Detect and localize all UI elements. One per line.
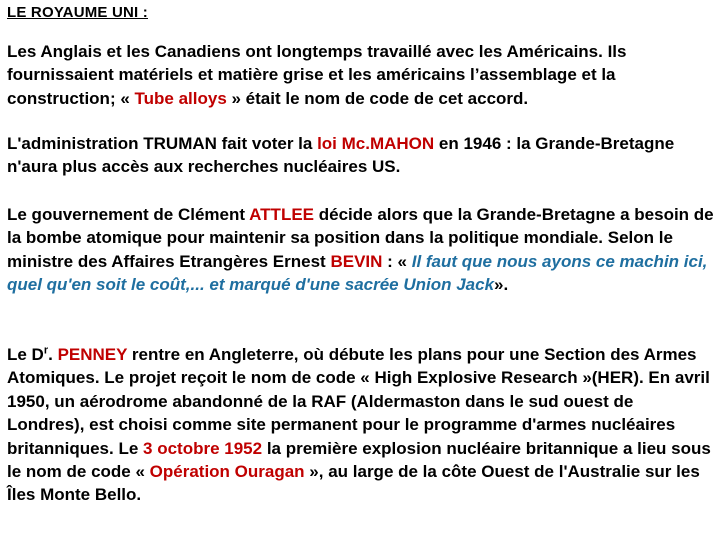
text: décide alors que la Grande-Bretagne a besoin de la bombe atomique pour maintenir sa position dans la politique mondiale. Selon le ministre des Affaires Etrangères Ernest	[7, 205, 714, 271]
text: .	[48, 345, 58, 364]
text: : «	[382, 251, 412, 271]
paragraph-collaboration	[7, 40, 715, 110]
highlight-loi-mcmahon: loi Mc.MAHON	[317, 134, 435, 153]
highlight-bevin: BEVIN	[330, 251, 383, 271]
text: Les Anglais et les Canadiens ont longtemps travaillé avec les Américains. Ils fournissaient matériels et matière grise et les américains l’assemblage et la construction; «	[7, 42, 627, 108]
highlight-attlee: ATTLEE	[249, 205, 315, 224]
code-name-operation-ouragan: Opération Ouragan	[149, 462, 305, 482]
bevin-quote: Il faut que nous ayons ce machin ici, quel qu'en soit le coût,... et marqué d'une sacrée Union Jack	[7, 251, 708, 295]
text: ».	[494, 275, 509, 295]
highlight-date: 3 octobre 1952	[143, 438, 263, 458]
text: rentre en Angleterre, où débute les plans pour une Section des Armes Atomiques. Le projet reçoit le nom de code « High Explosive Research »(HER). En avril 1950, un aérodrome abandonné de la RAF (Aldermaston dans le sud ouest de Londres), est choisi comme site permanent pour le programme d'armes nucléaires britanniques. Le	[7, 345, 710, 458]
text: en 1946 : la Grande-Bretagne n'aura plus accès aux recherches nucléaires US.	[7, 134, 675, 177]
highlight-penney: PENNEY	[57, 345, 128, 364]
text: », au large de la côte Ouest de l'Australie sur les Îles Monte Bello.	[7, 462, 700, 505]
paragraph-penney	[7, 343, 715, 507]
section-title: LE ROYAUME UNI :	[7, 4, 148, 21]
text: la première explosion nucléaire britannique a lieu sous le nom de code «	[7, 438, 711, 482]
paragraph-attlee	[7, 203, 715, 297]
text: » était le nom de code de cet accord.	[226, 88, 529, 108]
paragraph-mcmahon-act	[7, 132, 715, 179]
superscript: r	[43, 344, 49, 357]
text: L'administration TRUMAN fait voter la	[7, 134, 318, 153]
code-name-tube-alloys: Tube alloys	[134, 88, 227, 108]
text: Le gouvernement de Clément	[7, 205, 250, 224]
text: Le D	[7, 345, 44, 364]
